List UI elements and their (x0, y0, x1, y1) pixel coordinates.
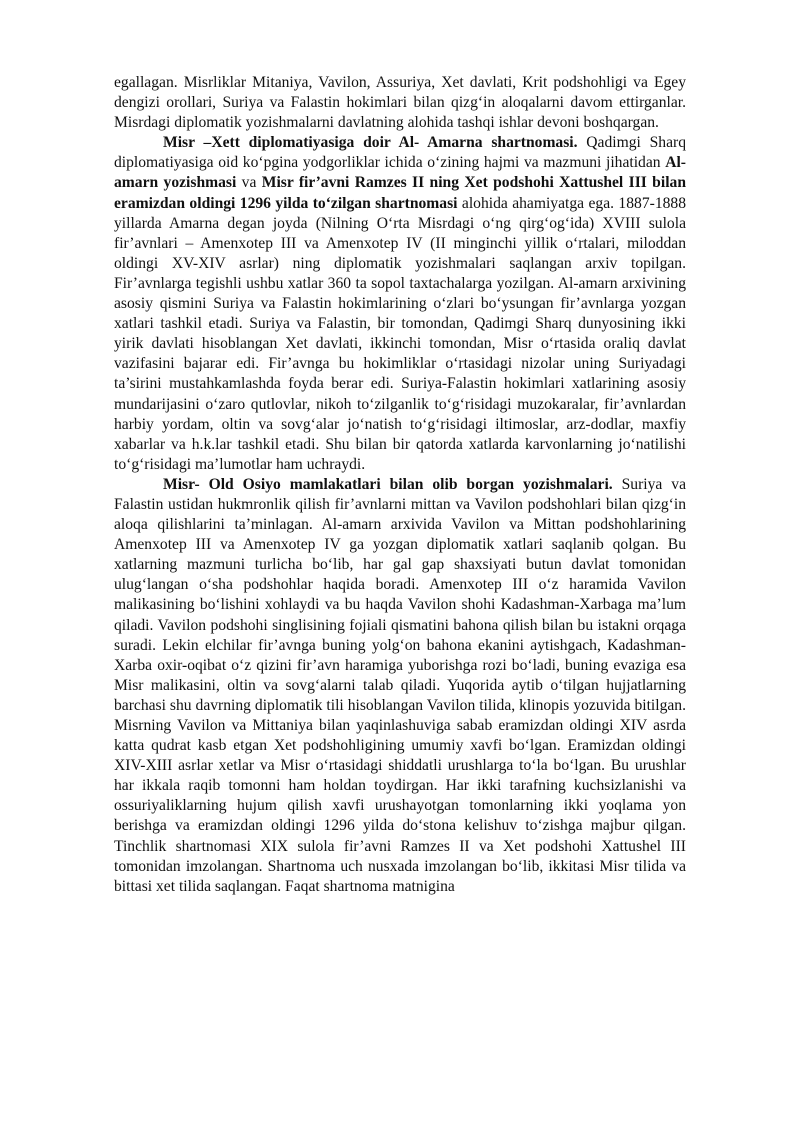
paragraph-text: alohida ahamiyatga ega. 1887-1888 yillarda Amarna degan joyda (Nilning O‘rta Misrdagi o‘ng qirg‘og‘ida) XVIII sulola fir’avnlari – Amenxotep III va Amenxotep IV (II minginchi yillik o‘rtalari, miloddan oldingi XV-XIV asrlar) ning diplomatik yozishmalari saqlangan arxiv topilgan. Fir’avnlarga tegishli ushbu xatlar 360 ta sopol taxtachalarga yozilgan. Al-amarn arxivining asosiy qismini Suriya va Falastin hokimlarining o‘zlari bo‘ysungan fir’avnlarga yozgan xatlari tashkil etadi. Suriya va Falastin, bir tomondan, Qadimgi Sharq dunyosining ikki yirik davlati hisoblangan Xet davlati, ikkinchi tomondan, Misr o‘rtasida oraliq davlat vazifasini bajarar edi. Fir’avnga bu hokimliklar o‘rtasidagi nizolar uning Suriyadagi ta’sirini mustahkamlashda foyda berar edi. Suriya-Falastin hokimlari xatlarining asosiy mundarijasini o‘zaro qutlovlar, nikoh to‘zilganlik to‘g‘risidagi muzokaralar, fir’avnlardan harbiy yordam, oltin va sovg‘alar jo‘natish to‘g‘risidagi iltimoslar, arz-dodlar, maxfiy xabarlar va h.k.lar tashkil etadi. Shu bilan bir qatorda xatlarda karvonlarning jo‘natilishi to‘g‘risidagi ma’lumotlar ham uchraydi. (114, 194, 687, 473)
paragraph-text: Qadimgi Sharq diplomatiyasiga oid ko‘pgina yodgorliklar ichida o‘zining hajmi va mazmuni jihatidan (114, 134, 686, 172)
section-heading-al-amarna: Misr –Xett diplomatiyasiga doir Al- Amarna shartnomasi. (163, 134, 578, 152)
bold-term-ramzes-treaty: Misr fir’avni Ramzes II ning Xet podshohi Xattushel III bilan eramizdan oldingi 1296 yilda to‘zilgan shartnomasi (114, 174, 686, 212)
paragraph-text: Suriya va Falastin ustidan hukmronlik qilish fir’avnlarni mittan va Vavilon podshohlari bilan qizg‘in aloqa qilishlarini ta’minlagan. Al-amarn arxivida Vavilon va Mittan podshohlarining Amenxotep III va Amenxotep IV ga yozgan diplomatik xatlari saqlanib qolgan. Bu xatlarning mazmuni turlicha bo‘lib, har gal gap shaxsiyati butun davlat tomonidan ulug‘langan o‘sha podshohlar haqida boradi. Amenxotep III o‘z haramida Vavilon malikasining bo‘lishini xohlaydi va bu haqda Vavilon shohi Kadashman-Xarbaga ma’lum qiladi. Vavilon podshohi singlisining fojiali qismatini bahona qilish bilan bu istakni orqaga suradi. Lekin elchilar fir’avnga buning yolg‘on bahona ekanini aytishgach, Kadashman-Xarba oxir-oqibat o‘z qizini fir’avn haramiga yuborishga rozi bo‘ladi, buning evaziga esa Misr malikasini, oltin va sovg‘alarni talab qiladi. Yuqorida aytib o‘tilgan hujjatlarning barchasi shu davrning diplomatik tili hisoblangan Vavilon tilida, klinopis yozuvida bitilgan. Misrning Vavilon va Mittaniya bilan yaqinlashuviga sabab eramizdan oldingi XIV asrda katta qudrat kasb etgan Xet podshohligining umumiy xavfi bo‘lgan. Eramizdan oldingi XIV-XIII asrlar xetlar va Misr o‘rtasidagi shiddatli urushlarga to‘la bo‘lgan. Bu urushlar har ikkala raqib tomonni ham holdan toydirgan. Har ikki tarafning kuchsizlanishi va ossuriyaliklarning hujum qilish xavfi urushayotgan tomonlarning ikki yoqlama yon berishga va eramizdan oldingi 1296 yilda do‘stona kelishuv to‘zishga majbur qilgan. Tinchlik shartnomasi XIX sulola fir’avni Ramzes II va Xet podshohi Xattushel III tomonidan imzolangan. Shartnoma uch nusxada imzolangan bo‘lib, ikkitasi Misr tilida va bittasi xet tilida saqlangan. Faqat shartnoma matnigina (114, 475, 686, 895)
document-page (114, 73, 686, 897)
bold-term-al-amarn-yozishmasi: Al-amarn yozishmasi (114, 154, 686, 192)
paragraph-al-amarna (114, 133, 686, 475)
paragraph-continuation: egallagan. Misrliklar Mitaniya, Vavilon, Assuriya, Xet davlati, Krit podshohligi va Egey dengizi orollari, Suriya va Falastin hokimlari bilan qizg‘in aloqalarni davom ettirganlar. Misrdagi diplomatik yozishmalarni davlatning alohida tashqi ishlar devoni boshqargan. (114, 74, 686, 132)
paragraph-text: va (236, 174, 262, 192)
paragraph-old-osiyo (114, 475, 686, 897)
section-heading-old-osiyo: Misr- Old Osiyo mamlakatlari bilan olib borgan yozishmalari. (163, 475, 613, 493)
